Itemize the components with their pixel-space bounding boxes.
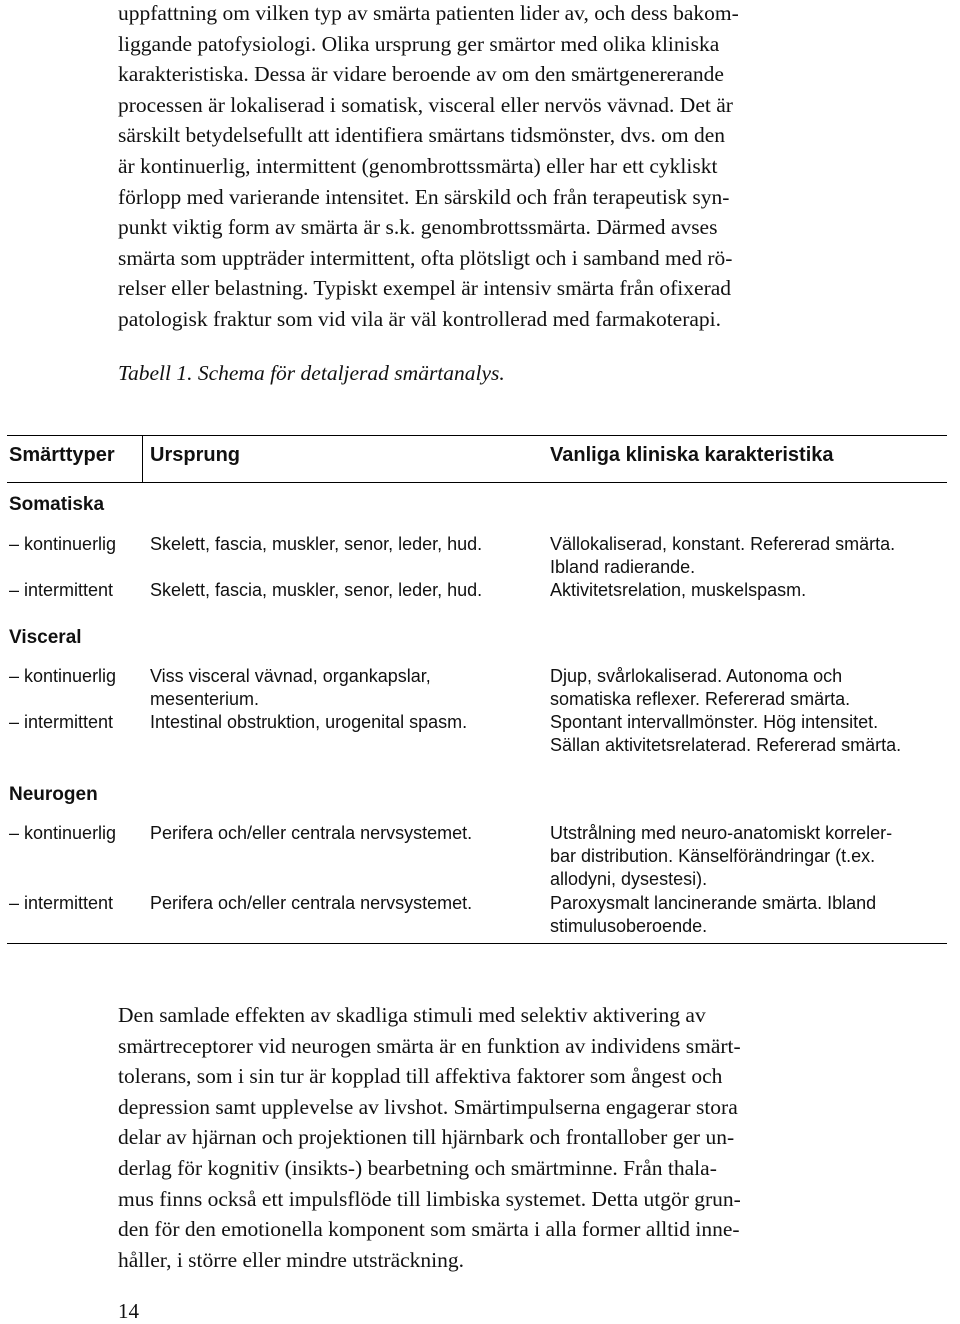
- row-type: – intermittent: [9, 712, 114, 732]
- text-line: liggande patofysiologi. Olika ursprung ger smärtor med olika kliniska: [118, 31, 720, 56]
- row-origin: Viss visceral vävnad, organkapslar,: [150, 666, 431, 686]
- row-origin: Intestinal obstruktion, urogenital spasm.: [150, 712, 468, 732]
- row-origin: Skelett, fascia, muskler, senor, leder, hud.: [150, 534, 483, 554]
- text-line: mus finns också ett impulsflöde till limbiska systemet. Detta utgör grun-: [118, 1186, 741, 1211]
- header-pain-types: Smärttyper: [9, 444, 115, 466]
- text-line: processen är lokaliserad i somatisk, visceral eller nervös vävnad. Det är: [118, 92, 733, 117]
- text-line: derlag för kognitiv (insikts-) bearbetning och smärtminne. Från thala-: [118, 1155, 717, 1180]
- text-line: uppfattning om vilken typ av smärta patienten lider av, och dess bakom-: [118, 1, 739, 25]
- body-paragraph-neurogenic: [118, 1000, 850, 1275]
- row-characteristics: Ibland radierande.: [550, 557, 696, 577]
- text-line: håller, i större eller mindre utsträckning.: [118, 1247, 465, 1272]
- row-origin: Perifera och/eller centrala nervsystemet.: [150, 893, 473, 913]
- text-line: tolerans, som i sin tur är kopplad till affektiva faktorer som ångest och: [118, 1064, 723, 1089]
- row-origin: Perifera och/eller centrala nervsystemet.: [150, 823, 473, 843]
- row-characteristics: Sällan aktivitetsrelaterad. Refererad smärta.: [550, 735, 902, 755]
- text-line: karakteristiska. Dessa är vidare beroende av om den smärtgenererande: [118, 62, 724, 87]
- text-line: punkt viktig form av smärta är s.k. genombrottssmärta. Därmed avses: [118, 215, 718, 240]
- header-origin: Ursprung: [150, 444, 240, 466]
- row-characteristics: Utstrålning med neuro-anatomiskt korreler-: [550, 823, 893, 843]
- row-characteristics: Aktivitetsrelation, muskelspasm.: [550, 580, 807, 600]
- text-line: den för den emotionella komponent som smärta i alla former alltid inne-: [118, 1217, 740, 1242]
- row-type: – kontinuerlig: [9, 666, 117, 686]
- row-type: – kontinuerlig: [9, 823, 117, 843]
- text-line: smärta som uppträder intermittent, ofta plötsligt och i samband med rö-: [118, 245, 733, 270]
- page-number: 14: [118, 1299, 139, 1323]
- row-characteristics: Djup, svårlokaliserad. Autonoma och: [550, 666, 843, 686]
- row-characteristics: Vällokaliserad, konstant. Refererad smärta.: [550, 534, 896, 554]
- text-line: patologisk fraktur som vid vila är väl kontrollerad med farmakoterapi.: [118, 306, 722, 331]
- text-line: delar av hjärnan och projektionen till hjärnbark och frontallober ger un-: [118, 1125, 735, 1150]
- group-somatic: Somatiska: [9, 494, 105, 515]
- header-characteristics: Vanliga kliniska karakteristika: [550, 444, 834, 466]
- text-line: förlopp med varierande intensitet. En särskild och från terapeutisk syn-: [118, 184, 730, 209]
- row-type: – intermittent: [9, 580, 114, 600]
- text-line: relser eller belastning. Typiskt exempel är intensiv smärta från ofixerad: [118, 276, 732, 301]
- row-origin: Skelett, fascia, muskler, senor, leder, hud.: [150, 580, 483, 600]
- text-line: Den samlade effekten av skadliga stimuli med selektiv aktivering av: [118, 1003, 706, 1027]
- row-origin: mesenterium.: [150, 689, 260, 709]
- text-line: depression samt upplevelse av livshot. Smärtimpulserna engagerar stora: [118, 1094, 738, 1119]
- row-characteristics: somatiska reflexer. Refererad smärta.: [550, 689, 851, 709]
- row-characteristics: Paroxysmalt lancinerande smärta. Ibland: [550, 893, 877, 913]
- text-line: smärtreceptorer vid neurogen smärta är en funktion av individens smärt-: [118, 1033, 741, 1058]
- row-type: – intermittent: [9, 893, 114, 913]
- text-line: särskilt betydelsefullt att identifiera smärtans tidsmönster, dvs. om den: [118, 123, 725, 148]
- text-line: är kontinuerlig, intermittent (genombrottssmärta) eller har ett cykliskt: [118, 153, 718, 178]
- table-caption: Tabell 1. Schema för detaljerad smärtanalys.: [118, 361, 505, 385]
- row-characteristics: allodyni, dysestesi).: [550, 869, 708, 889]
- row-characteristics: stimulusoberoende.: [550, 916, 708, 936]
- row-characteristics: Spontant intervallmönster. Hög intensitet.: [550, 712, 879, 732]
- group-visceral: Visceral: [9, 627, 82, 648]
- row-characteristics: bar distribution. Känselförändringar (t.ex.: [550, 846, 876, 866]
- group-neurogenic: Neurogen: [9, 784, 98, 805]
- row-type: – kontinuerlig: [9, 534, 117, 554]
